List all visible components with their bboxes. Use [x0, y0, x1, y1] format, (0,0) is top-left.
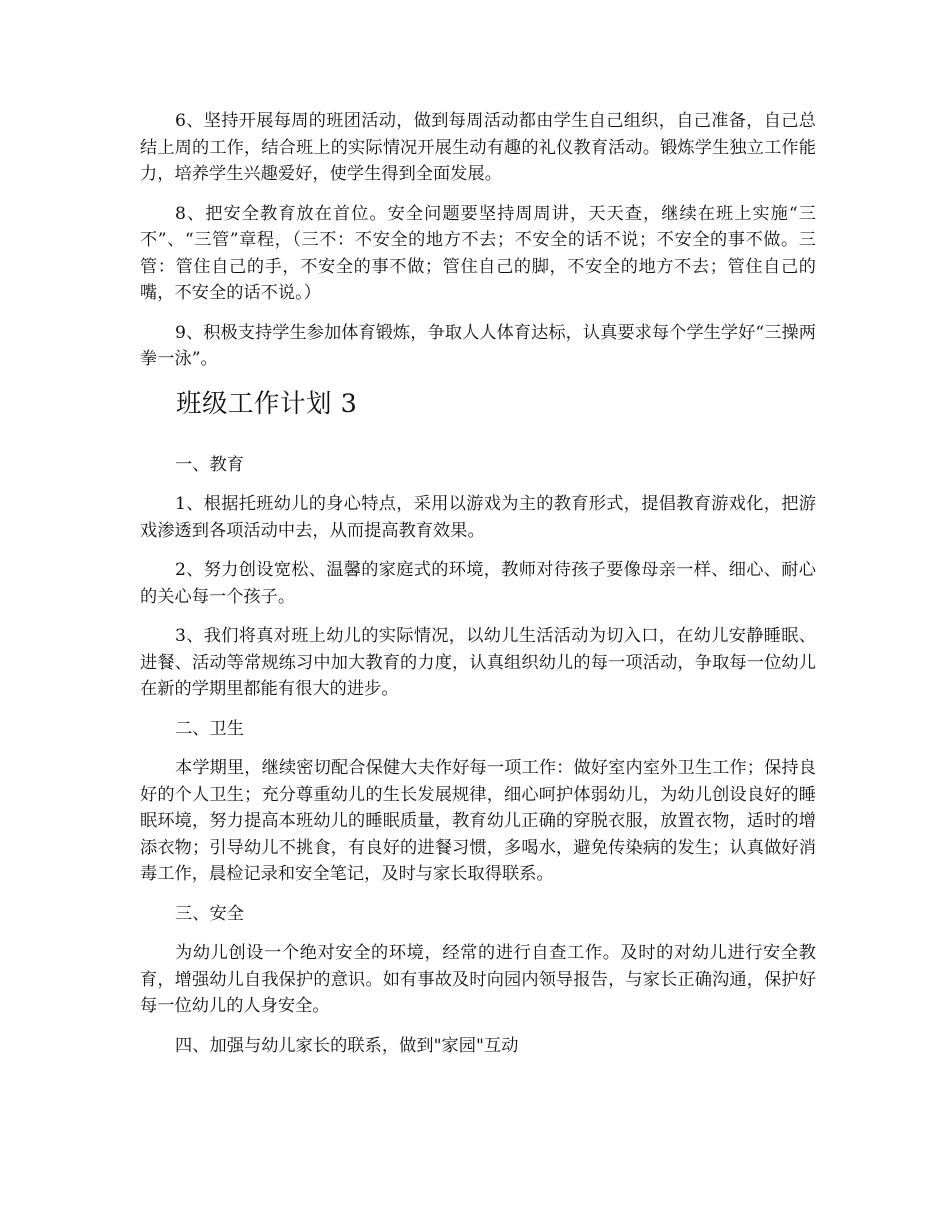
paragraph-education-3: 3、我们将真对班上幼儿的实际情况，以幼儿生活活动为切入口，在幼儿安静睡眠、进餐、活动等常规练习中加大教育的力度，认真组织幼儿的每一项活动，争取每一位幼儿在新的学期里都能有很大的进步。	[140, 626, 816, 699]
paragraph-item-6: 6、坚持开展每周的班团活动，做到每周活动都由学生自己组织，自己准备，自己总结上周的工作，结合班上的实际情况开展生动有趣的礼仪教育活动。锻炼学生独立工作能力，培养学生兴趣爱好，使学生得到全面发展。	[140, 111, 816, 184]
paragraph-education-2: 2、努力创设宽松、温馨的家庭式的环境，教师对待孩子要像母亲一样、细心、耐心的关心每一个孩子。	[140, 560, 816, 607]
subheading-education: 一、教育	[175, 454, 244, 475]
paragraph-hygiene: 本学期里，继续密切配合保健大夫作好每一项工作：做好室内室外卫生工作；保持良好的个人卫生；充分尊重幼儿的生长发展规律，细心呵护体弱幼儿，为幼儿创设良好的睡眠环境，努力提高本班幼儿的睡眠质量，教育幼儿正确的穿脱衣服，放置衣物，适时的增添衣物；引导幼儿不挑食，有良好的进餐习惯，多喝水，避免传染病的发生；认真做好消毒工作，晨检记录和安全笔记，及时与家长取得联系。	[140, 758, 816, 884]
section-title: 班级工作计划 3	[176, 388, 358, 419]
document-body	[140, 108, 816, 1072]
paragraph-item-8-safety: 8、把安全教育放在首位。安全问题要坚持周周讲，天天查，继续在班上实施“三不”、“三管”章程，（三不：不安全的地方不去；不安全的话不说；不安全的事不做。三管：管住自己的手，不安全的事不做；管住自己的脚，不安全的地方不去；管住自己的嘴，不安全的话不说。）	[140, 203, 816, 303]
subheading-safety: 三、安全	[175, 903, 244, 924]
paragraph-item-9-sports: 9、积极支持学生参加体育锻炼，争取人人体育达标，认真要求每个学生学好“三操两拳一泳”。	[140, 322, 816, 369]
subheading-parent-contact: 四、加强与幼儿家长的联系，做到"家园"互动	[175, 1035, 519, 1056]
subheading-hygiene: 二、卫生	[175, 718, 244, 739]
paragraph-education-1: 1、根据托班幼儿的身心特点，采用以游戏为主的教育形式，提倡教育游戏化，把游戏渗透到各项活动中去，从而提高教育效果。	[140, 494, 816, 541]
paragraph-safety: 为幼儿创设一个绝对安全的环境，经常的进行自查工作。及时的对幼儿进行安全教育，增强幼儿自我保护的意识。如有事故及时向园内领导报告，与家长正确沟通，保护好每一位幼儿的人身安全。	[140, 943, 816, 1016]
